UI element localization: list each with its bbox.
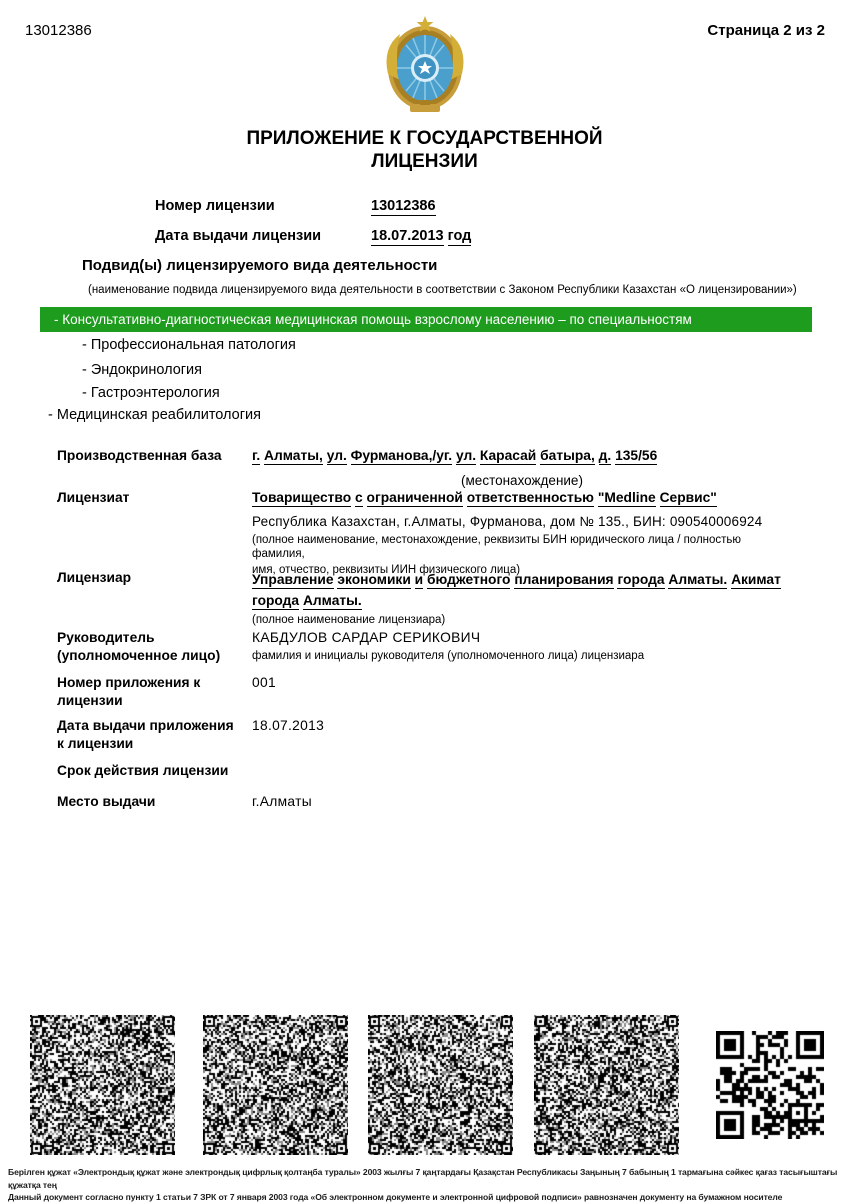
subtypes-heading: Подвид(ы) лицензируемого вида деятельности	[82, 257, 438, 274]
kazakhstan-coat-of-arms-icon	[380, 14, 470, 119]
production-base-row	[57, 447, 832, 490]
licensor-value: Управление экономики и бюджетного планирования города Алматы. Акимат города Алматы.	[252, 572, 781, 608]
subtype-item-4: - Медицинская реабилитология	[48, 407, 261, 423]
appendix-number-label: Номер приложения к лицензии	[57, 675, 201, 708]
license-summary	[155, 197, 471, 245]
page-title-line2: ЛИЦЕНЗИИ	[371, 151, 478, 172]
head-value: КАБДУЛОВ САРДАР СЕРИКОВИЧ	[252, 630, 481, 645]
licensee-detail: Республика Казахстан, г.Алматы, Фурманова, дом № 135., БИН: 090540006924	[252, 514, 763, 529]
production-base-value: г. Алматы, ул. Фурманова,/уг. ул. Карасай батыра, д. 135/56	[252, 448, 658, 463]
head-note: фамилия и инициалы руководителя (уполномоченного лица) лицензиара	[252, 650, 645, 662]
license-number-row	[155, 197, 471, 215]
licensee-label: Лицензиат	[57, 490, 130, 505]
licensee-row	[57, 489, 832, 577]
signature-datablock-2	[203, 1015, 348, 1155]
head-label: Руководитель (уполномоченное лицо)	[57, 630, 221, 663]
license-date-label: Дата выдачи лицензии	[155, 228, 322, 244]
appendix-date-label: Дата выдачи приложения к лицензии	[57, 718, 234, 751]
head-row	[57, 629, 832, 665]
license-date-value: 18.07.2013 год	[371, 228, 472, 244]
page-title-line1: ПРИЛОЖЕНИЕ К ГОСУДАРСТВЕННОЙ	[246, 128, 603, 149]
appendix-date-value: 18.07.2013	[252, 718, 325, 733]
production-base-label: Производственная база	[57, 448, 222, 463]
licensor-row	[57, 569, 832, 627]
license-number-value: 13012386	[371, 198, 436, 214]
issue-place-value: г.Алматы	[252, 794, 312, 809]
signature-barcode-strip	[0, 1015, 849, 1155]
subtype-item-2: - Эндокринология	[82, 362, 203, 378]
licensor-label: Лицензиар	[57, 570, 132, 585]
validity-label: Срок действия лицензии	[57, 763, 229, 778]
license-number-label: Номер лицензии	[155, 198, 275, 214]
signature-datablock-3	[368, 1015, 513, 1155]
licensee-note-2: имя, отчество, реквизиты ИИН физического лица)	[252, 564, 521, 576]
qr-code	[716, 1031, 824, 1139]
document-number-header: 13012386	[25, 22, 92, 39]
appendix-number-row	[57, 674, 832, 710]
signature-datablock-4	[534, 1015, 679, 1155]
highlighted-subtype-row: - Консультативно-диагностическая медицинская помощь взрослому населению – по специальностям	[40, 307, 812, 332]
page-title	[0, 127, 849, 173]
licensee-value: Товарищество с ограниченной ответственностью "Medline Сервис"	[252, 490, 717, 505]
appendix-number-value: 001	[252, 675, 276, 690]
production-base-note: (местонахождение)	[461, 473, 583, 488]
license-date-row	[155, 227, 471, 245]
issue-place-label: Место выдачи	[57, 794, 156, 809]
page-indicator: Страница 2 из 2	[707, 22, 825, 39]
licensee-note-1: (полное наименование, местонахождение, реквизиты БИН юридического лица / полностью фамилия,	[252, 534, 742, 560]
subtype-item-3: - Гастроэнтерология	[82, 385, 220, 401]
legal-footer-line-kk: Берілген құжат «Электрондық құжат және электрондық цифрлық қолтаңба туралы» 2003 жылғы 7 қаңтардағы Қазақстан Республикасы Заңының 7 бабының 1 тармағына сәйкес қағаз тасығыштағы құжатқа тең	[8, 1167, 838, 1190]
subtypes-subheading: (наименование подвида лицензируемого вида деятельности в соответствии с Законом Республики Казахстан «О лицензировании»)	[88, 284, 797, 296]
licensor-note: (полное наименование лицензиара)	[252, 614, 446, 626]
validity-row	[57, 762, 832, 780]
signature-datablock-1	[30, 1015, 175, 1155]
legal-footer	[8, 1166, 842, 1204]
appendix-date-row	[57, 717, 832, 753]
subtype-item-1: - Профессиональная патология	[82, 337, 296, 353]
issue-place-row	[57, 793, 832, 811]
legal-footer-line-ru: Данный документ согласно пункту 1 статьи 7 ЗРК от 7 января 2003 года «Об электронном документе и электронной цифровой подписи» равнозначен документу на бумажном носителе	[8, 1192, 783, 1202]
